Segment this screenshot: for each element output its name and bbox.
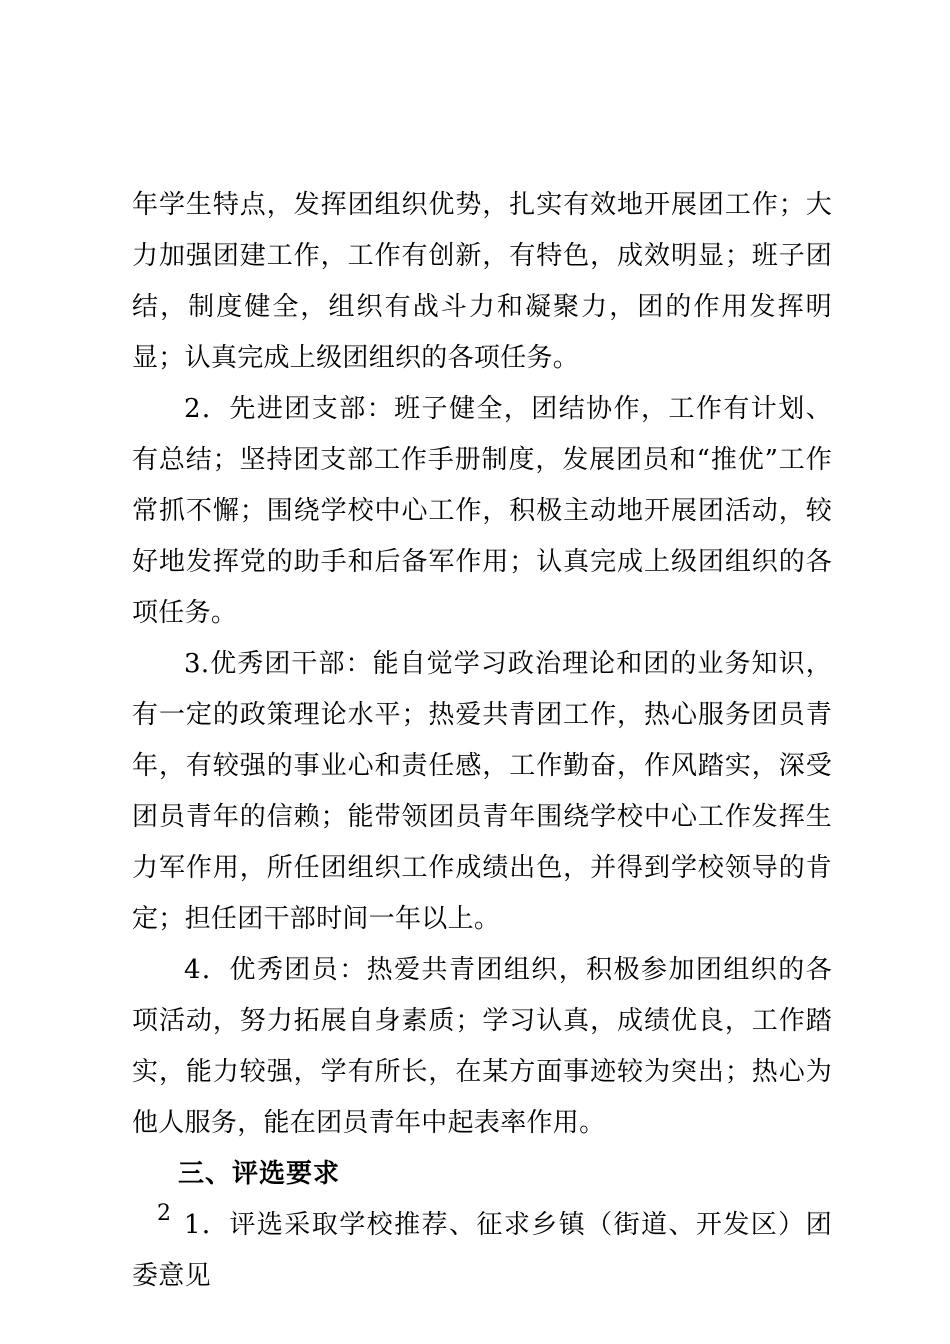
page-number: 2 — [157, 1201, 171, 1226]
document-body — [132, 180, 832, 1302]
paragraph-intro-continued: 年学生特点，发挥团组织优势，扎实有效地开展团工作；大力加强团建工作，工作有创新，有特色，成效明显；班子团结，制度健全，组织有战斗力和凝聚力，团的作用发挥明显；认真完成上级团组织的各项任务。 — [132, 190, 832, 373]
paragraph-excellent-league-member: 4．优秀团员：热爱共青团组织，积极参加团组织的各项活动，努力拓展自身素质；学习认真，成绩优良，工作踏实，能力较强，学有所长，在某方面事迹较为突出；热心为他人服务，能在团员青年中起表率作用。 — [132, 955, 832, 1138]
paragraph-selection-method: 1．评选采取学校推荐、征求乡镇（街道、开发区）团委意见 — [132, 1210, 832, 1291]
section-heading-selection-requirements: 三、评选要求 — [178, 1159, 341, 1189]
paragraph-advanced-league-branch: 2．先进团支部：班子健全，团结协作，工作有计划、有总结；坚持团支部工作手册制度，发展团员和“推优”工作常抓不懈；围绕学校中心工作，积极主动地开展团活动，较好地发挥党的助手和后备军作用；认真完成上级团组织的各项任务。 — [132, 394, 832, 628]
paragraph-excellent-league-cadre: 3.优秀团干部：能自觉学习政治理论和团的业务知识，有一定的政策理论水平；热爱共青团工作，热心服务团员青年，有较强的事业心和责任感，工作勤奋，作风踏实，深受团员青年的信赖；能带领团员青年围绕学校中心工作发挥生力军作用，所任团组织工作成绩出色，并得到学校领导的肯定；担任团干部时间一年以上。 — [132, 649, 832, 934]
